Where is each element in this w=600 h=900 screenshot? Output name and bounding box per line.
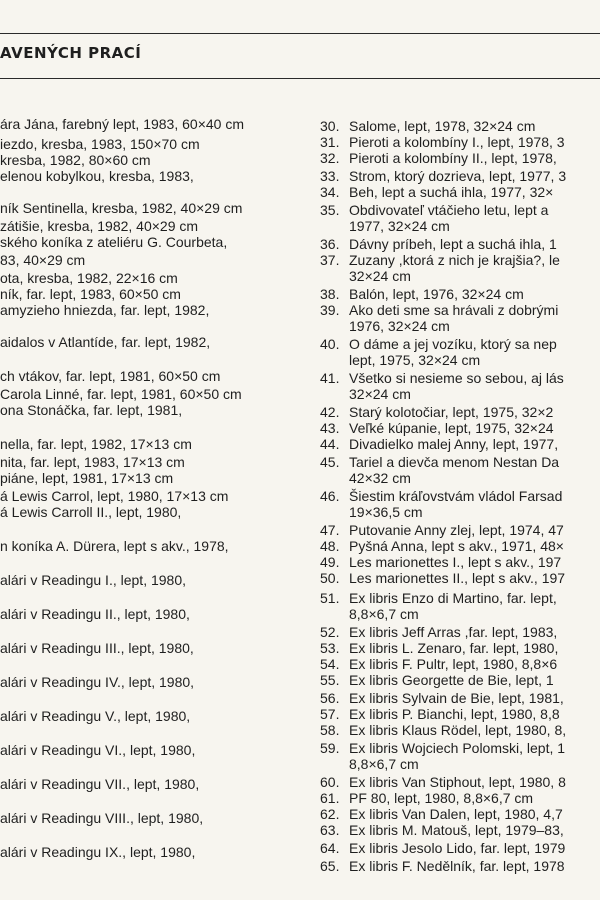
list-item bbox=[0, 822, 600, 838]
item-text: Ex libris M. Matouš, lept, 1979–83, bbox=[349, 822, 564, 838]
list-item: ník Sentinella, kresba, 1982, 40×29 cm bbox=[0, 200, 243, 216]
list-item bbox=[0, 318, 600, 334]
list-item bbox=[0, 806, 600, 822]
item-number: 37. bbox=[320, 252, 340, 268]
item-text: Ex libris Enzo di Martino, far. lept, bbox=[349, 590, 557, 606]
item-number: 57. bbox=[320, 706, 340, 722]
list-item bbox=[0, 286, 600, 302]
list-item: zátišie, kresba, 1982, 40×29 cm bbox=[0, 218, 199, 234]
item-text: Divadielko malej Anny, lept, 1977, bbox=[349, 436, 559, 452]
item-number: 49. bbox=[320, 554, 340, 570]
item-number: 61. bbox=[320, 790, 340, 806]
list-item bbox=[0, 218, 600, 234]
list-item: ona Stonáčka, far. lept, 1981, bbox=[0, 402, 183, 418]
item-number: 46. bbox=[320, 488, 340, 504]
item-number: 54. bbox=[320, 656, 340, 672]
item-text: Balón, lept, 1976, 32×24 cm bbox=[349, 286, 524, 302]
list-item bbox=[0, 858, 600, 874]
list-item: alári v Readingu II., lept, 1980, bbox=[0, 606, 190, 622]
item-number: 65. bbox=[320, 858, 340, 874]
list-item bbox=[0, 722, 600, 738]
item-text: PF 80, lept, 1980, 8,8×6,7 cm bbox=[349, 790, 534, 806]
item-number: 55. bbox=[320, 672, 340, 688]
list-item bbox=[0, 606, 600, 622]
item-text: Dávny príbeh, lept a suchá ihla, 1 bbox=[349, 236, 557, 252]
item-text: Pyšná Anna, lept s akv., 1971, 48× bbox=[349, 538, 564, 554]
list-item bbox=[0, 590, 600, 606]
list-item: ch vtákov, far. lept, 1981, 60×50 cm bbox=[0, 368, 221, 384]
list-item bbox=[0, 184, 600, 200]
item-number: 53. bbox=[320, 640, 340, 656]
list-item bbox=[0, 454, 600, 470]
item-text: Ex libris Sylvain de Bie, lept, 1981, bbox=[349, 690, 564, 706]
item-text: Ex libris Jeff Arras ,far. lept, 1983, bbox=[349, 624, 558, 640]
list-item bbox=[0, 790, 600, 806]
list-item: alári v Readingu VI., lept, 1980, bbox=[0, 742, 196, 758]
list-item bbox=[0, 740, 600, 756]
item-number: 44. bbox=[320, 436, 340, 452]
item-number: 33. bbox=[320, 168, 340, 184]
list-item bbox=[0, 370, 600, 386]
list-item: n koníka A. Dürera, lept s akv., 1978, bbox=[0, 538, 229, 554]
item-text: Pieroti a kolombíny II., lept, 1978, bbox=[349, 150, 557, 166]
list-item bbox=[0, 624, 600, 640]
list-item: nita, far. lept, 1983, 17×13 cm bbox=[0, 454, 185, 470]
item-text: 8,8×6,7 cm bbox=[349, 606, 419, 622]
item-number: 31. bbox=[320, 134, 340, 150]
list-item bbox=[0, 118, 600, 134]
list-item bbox=[0, 150, 600, 166]
list-item bbox=[0, 488, 600, 504]
list-item bbox=[0, 756, 600, 772]
item-number: 47. bbox=[320, 522, 340, 538]
item-text: Všetko si nesieme so sebou, aj lás bbox=[349, 370, 564, 386]
item-text: Pieroti a kolombíny I., lept, 1978, 3 bbox=[349, 134, 565, 150]
item-text: Ex libris F. Nedělník, far. lept, 1978 bbox=[349, 858, 565, 874]
list-item: á Lewis Carrol, lept, 1980, 17×13 cm bbox=[0, 488, 229, 504]
item-number: 36. bbox=[320, 236, 340, 252]
item-number: 59. bbox=[320, 740, 340, 756]
list-item bbox=[0, 252, 600, 268]
list-item: alári v Readingu IX., lept, 1980, bbox=[0, 844, 196, 860]
item-number: 58. bbox=[320, 722, 340, 738]
list-item: ník, far. lept, 1983, 60×50 cm bbox=[0, 286, 181, 302]
item-number: 48. bbox=[320, 538, 340, 554]
item-number: 39. bbox=[320, 302, 340, 318]
list-item bbox=[0, 236, 600, 252]
item-number: 34. bbox=[320, 184, 340, 200]
list-item bbox=[0, 706, 600, 722]
item-number: 45. bbox=[320, 454, 340, 470]
list-item: kresba, 1982, 80×60 cm bbox=[0, 152, 151, 168]
item-text: Ex libris Van Stiphout, lept, 1980, 8 bbox=[349, 774, 566, 790]
list-item bbox=[0, 386, 600, 402]
item-text: Veľké kúpanie, lept, 1975, 32×24 bbox=[349, 420, 554, 436]
item-number: 43. bbox=[320, 420, 340, 436]
item-text: 1977, 32×24 cm bbox=[349, 218, 450, 234]
item-text: Ex libris Wojciech Polomski, lept, 1 bbox=[349, 740, 566, 756]
item-text: Šiestim kráľovstvám vládol Farsad bbox=[349, 488, 563, 504]
list-item bbox=[0, 672, 600, 688]
list-item: alári v Readingu III., lept, 1980, bbox=[0, 640, 194, 656]
item-text: Ex libris L. Zenaro, far. lept, 1980, bbox=[349, 640, 559, 656]
item-text: Ex libris Georgette de Bie, lept, 1 bbox=[349, 672, 554, 688]
list-item: aidalos v Atlantíde, far. lept, 1982, bbox=[0, 334, 211, 350]
list-item bbox=[0, 690, 600, 706]
list-item bbox=[0, 504, 600, 520]
list-item bbox=[0, 470, 600, 486]
list-item: elenou kobylkou, kresba, 1983, bbox=[0, 168, 194, 184]
item-number: 62. bbox=[320, 806, 340, 822]
list-item bbox=[0, 168, 600, 184]
item-text: Les marionettes II., lept s akv., 197 bbox=[349, 570, 566, 586]
item-text: Starý kolotočiar, lept, 1975, 32×2 bbox=[349, 404, 554, 420]
item-text: Zuzany ,ktorá z nich je krajšia?, le bbox=[349, 252, 560, 268]
list-item bbox=[0, 774, 600, 790]
item-text: 8,8×6,7 cm bbox=[349, 756, 419, 772]
list-item bbox=[0, 656, 600, 672]
list-item: ára Jána, farebný lept, 1983, 60×40 cm bbox=[0, 116, 244, 132]
item-text: Les marionettes I., lept s akv., 197 bbox=[349, 554, 562, 570]
item-number: 41. bbox=[320, 370, 340, 386]
item-number: 63. bbox=[320, 822, 340, 838]
item-number: 35. bbox=[320, 202, 340, 218]
list-item: nella, far. lept, 1982, 17×13 cm bbox=[0, 436, 192, 452]
list-item: Carola Linné, far. lept, 1981, 60×50 cm bbox=[0, 386, 242, 402]
list-item bbox=[0, 420, 600, 436]
item-text: Ako deti sme sa hrávali z dobrými bbox=[349, 302, 559, 318]
item-number: 42. bbox=[320, 404, 340, 420]
item-text: lept, 1975, 32×24 cm bbox=[349, 352, 481, 368]
list-item: alári v Readingu IV., lept, 1980, bbox=[0, 674, 195, 690]
list-item: amyzieho hniezda, far. lept, 1982, bbox=[0, 302, 210, 318]
list-item bbox=[0, 404, 600, 420]
list-item: alári v Readingu I., lept, 1980, bbox=[0, 572, 187, 588]
item-text: Ex libris P. Bianchi, lept, 1980, 8,8 bbox=[349, 706, 560, 722]
item-text: Beh, lept a suchá ihla, 1977, 32× bbox=[349, 184, 554, 200]
item-number: 32. bbox=[320, 150, 340, 166]
item-number: 40. bbox=[320, 336, 340, 352]
item-number: 38. bbox=[320, 286, 340, 302]
list-item: á Lewis Carroll II., lept, 1980, bbox=[0, 504, 182, 520]
list-item: ota, kresba, 1982, 22×16 cm bbox=[0, 270, 178, 286]
list-item: alári v Readingu VII., lept, 1980, bbox=[0, 776, 200, 792]
item-text: Strom, ktorý dozrieva, lept, 1977, 3 bbox=[349, 168, 567, 184]
item-number: 50. bbox=[320, 570, 340, 586]
list-item: ského koníka z ateliéru G. Courbeta, bbox=[0, 234, 228, 250]
list-item bbox=[0, 436, 600, 452]
list-item bbox=[0, 352, 600, 368]
list-item: alári v Readingu V., lept, 1980, bbox=[0, 708, 191, 724]
item-text: 32×24 cm bbox=[349, 386, 411, 402]
item-text: 19×36,5 cm bbox=[349, 504, 423, 520]
section-heading: AVENÝCH PRACÍ bbox=[0, 44, 142, 62]
list-item bbox=[0, 538, 600, 554]
item-number: 56. bbox=[320, 690, 340, 706]
list-item: piáne, lept, 1981, 17×13 cm bbox=[0, 470, 174, 486]
item-text: Putovanie Anny zlej, lept, 1974, 47 bbox=[349, 522, 564, 538]
item-number: 60. bbox=[320, 774, 340, 790]
list-item bbox=[0, 134, 600, 150]
item-text: Ex libris Van Dalen, lept, 1980, 4,7 bbox=[349, 806, 563, 822]
list-item bbox=[0, 640, 600, 656]
list-item bbox=[0, 554, 600, 570]
item-text: Salome, lept, 1978, 32×24 cm bbox=[349, 118, 536, 134]
item-text: O dáme a jej vozíku, ktorý sa nep bbox=[349, 336, 557, 352]
item-text: Tariel a dievča menom Nestan Da bbox=[349, 454, 560, 470]
item-text: Ex libris Jesolo Lido, far. lept, 1979 bbox=[349, 840, 566, 856]
item-text: Ex libris F. Pultr, lept, 1980, 8,8×6 bbox=[349, 656, 558, 672]
item-number: 51. bbox=[320, 590, 340, 606]
item-text: Ex libris Klaus Rödel, lept, 1980, 8, bbox=[349, 722, 567, 738]
item-text: Obdivovateľ vtáčieho letu, lept a bbox=[349, 202, 549, 218]
list-item: iezdo, kresba, 1983, 150×70 cm bbox=[0, 136, 200, 152]
list-item bbox=[0, 570, 600, 586]
item-text: 32×24 cm bbox=[349, 268, 411, 284]
list-item bbox=[0, 840, 600, 856]
list-item bbox=[0, 202, 600, 218]
list-item: 83, 40×29 cm bbox=[0, 252, 86, 268]
item-text: 1976, 32×24 cm bbox=[349, 318, 450, 334]
list-item bbox=[0, 302, 600, 318]
item-text: 42×32 cm bbox=[349, 470, 411, 486]
item-number: 52. bbox=[320, 624, 340, 640]
list-item: alári v Readingu VIII., lept, 1980, bbox=[0, 810, 204, 826]
item-number: 64. bbox=[320, 840, 340, 856]
item-number: 30. bbox=[320, 118, 340, 134]
list-item bbox=[0, 268, 600, 284]
list-item bbox=[0, 336, 600, 352]
list-item bbox=[0, 522, 600, 538]
